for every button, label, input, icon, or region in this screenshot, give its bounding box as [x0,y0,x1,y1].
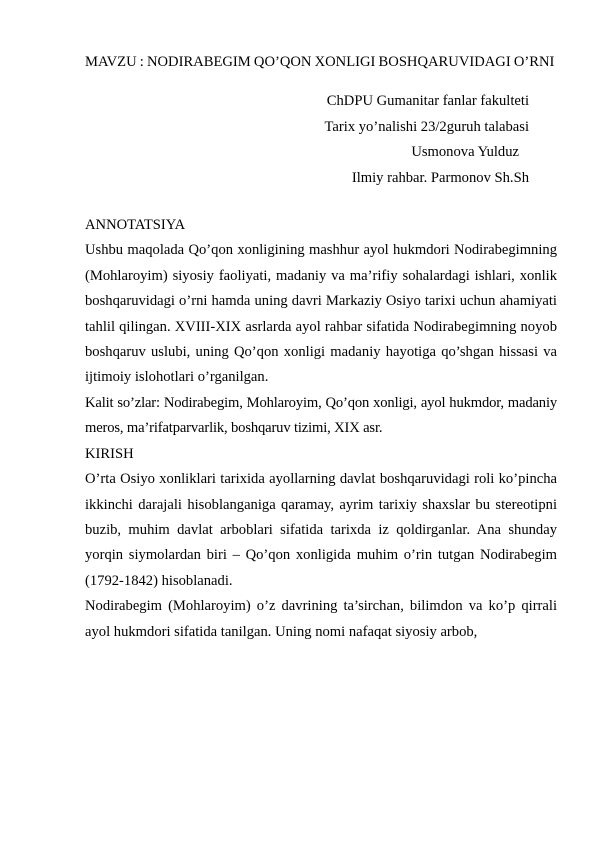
group-line: Tarix yo’nalishi 23/2guruh talabasi [324,118,529,135]
keywords-text: Kalit so’zlar: Nodirabegim, Mohlaroyim, Qo’qon xonligi, ayol hukmdor, madaniy meros, ma’rifatparvarlik, boshqaruv tizimi, XIX asr. [85,394,557,437]
document-page [85,50,557,645]
faculty-line: ChDPU Gumanitar fanlar fakulteti [326,93,529,110]
introduction-paragraph-1: O’rta Osiyo xonliklari tarixida ayollarning davlat boshqaruvidagi roli ko’pincha ikkinchi darajali hisoblanganiga qaramay, ayrim tarixiy shaxslar bu stereotipni buzib, muhim davlat arboblari sifatida tarixda iz qoldirganlar. Ana shunday yorqin siymolardan biri – Qo’qon xonligida muhim o’rin tutgan Nodirabegim (1792-1842) hisoblanadi. [85,471,557,589]
annotation-text: Ushbu maqolada Qo’qon xonligining mashhur ayol hukmdori Nodirabegimning (Mohlaroyim) siyosiy faoliyati, madaniy va ma’rifiy sohalardagi ishlari, xonlik boshqaruvidagi o’rni hamda uning davri Markaziy Osiyo tarixi uchun ahamiyati tahlil qilingan. XVIII-XIX asrlarda ayol rahbar sifatida Nodirabegimning noyob boshqaruv uslubi, uning Qo’qon xonligi madaniy hayotiga qo’shgan hissasi va ijtimoiy islohotlari o’rganilgan. [85,242,557,386]
annotation-heading: ANNOTATSIYA [85,217,186,234]
supervisor-line: Ilmiy rahbar. Parmonov Sh.Sh [351,169,529,186]
author-block [85,89,557,191]
introduction-heading: KIRISH [85,445,134,462]
document-title: MAVZU : NODIRABEGIM QO’QON XONLIGI BOSHQARUVIDAGI O’RNI [85,54,555,70]
student-name: Usmonova Yulduz [411,144,519,161]
introduction-paragraph-2: Nodirabegim (Mohlaroyim) o’z davrining ta’sirchan, bilimdon va ko’p qirrali ayol hukmdori sifatida tanilgan. Uning nomi nafaqat siyosiy arbob, [85,598,557,640]
